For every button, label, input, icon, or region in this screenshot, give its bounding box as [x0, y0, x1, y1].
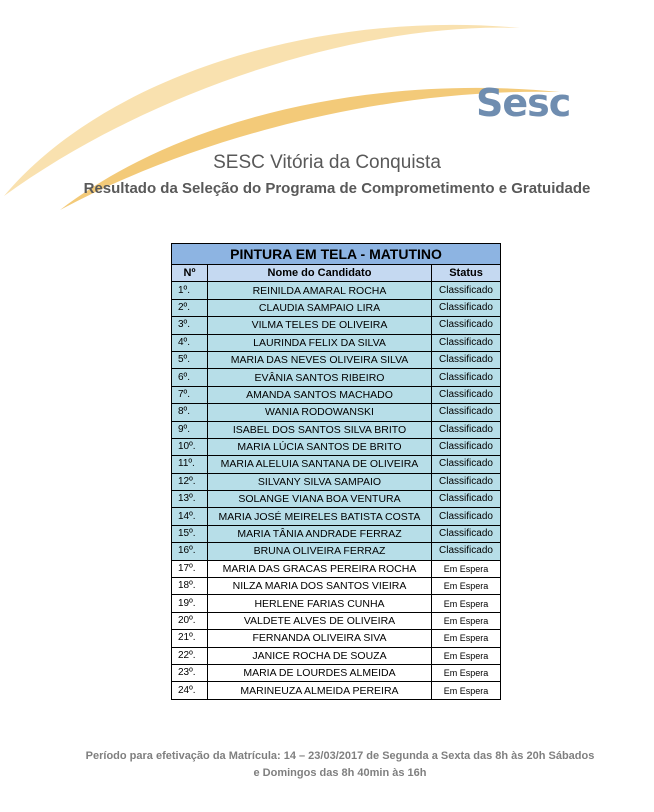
cell-candidate-name: BRUNA OLIVEIRA FERRAZ — [208, 543, 432, 560]
table-row — [172, 560, 501, 577]
cell-number: 18º. — [172, 578, 208, 595]
table-row — [172, 491, 501, 508]
cell-number: 15º. — [172, 525, 208, 542]
results-table — [171, 243, 501, 700]
cell-status: Classificado — [432, 351, 501, 368]
column-header-name: Nome do Candidato — [208, 265, 432, 282]
cell-candidate-name: REINILDA AMARAL ROCHA — [208, 282, 432, 299]
cell-number: 3º. — [172, 317, 208, 334]
page-title: SESC Vitória da Conquista — [213, 152, 441, 173]
table-row — [172, 525, 501, 542]
cell-status: Classificado — [432, 456, 501, 473]
table-row — [172, 473, 501, 490]
cell-candidate-name: MARIA LÚCIA SANTOS DE BRITO — [208, 438, 432, 455]
cell-status: Classificado — [432, 386, 501, 403]
cell-status: Em Espera — [432, 647, 501, 664]
table-row — [172, 282, 501, 299]
table-row — [172, 369, 501, 386]
table-row — [172, 578, 501, 595]
cell-number: 1º. — [172, 282, 208, 299]
table-row — [172, 404, 501, 421]
cell-number: 24º. — [172, 682, 208, 699]
cell-number: 16º. — [172, 543, 208, 560]
cell-status: Em Espera — [432, 664, 501, 681]
footer-line-2: e Domingos das 8h 40min às 16h — [253, 767, 427, 779]
table-title: PINTURA EM TELA - MATUTINO — [172, 244, 501, 265]
cell-number: 8º. — [172, 404, 208, 421]
column-header-status: Status — [432, 265, 501, 282]
cell-status: Em Espera — [432, 682, 501, 699]
cell-status: Classificado — [432, 438, 501, 455]
sesc-logo: Sesc — [476, 81, 571, 125]
cell-number: 2º. — [172, 299, 208, 316]
table-row — [172, 438, 501, 455]
cell-number: 20º. — [172, 612, 208, 629]
cell-candidate-name: HERLENE FARIAS CUNHA — [208, 595, 432, 612]
cell-number: 14º. — [172, 508, 208, 525]
cell-status: Classificado — [432, 421, 501, 438]
cell-status: Classificado — [432, 369, 501, 386]
table-row — [172, 386, 501, 403]
cell-status: Classificado — [432, 404, 501, 421]
page-subtitle: Resultado da Seleção do Programa de Comprometimento e Gratuidade — [83, 180, 591, 197]
cell-candidate-name: EVÂNIA SANTOS RIBEIRO — [208, 369, 432, 386]
cell-candidate-name: MARIA DAS GRACAS PEREIRA ROCHA — [208, 560, 432, 577]
table-row — [172, 612, 501, 629]
cell-number: 6º. — [172, 369, 208, 386]
cell-status: Classificado — [432, 473, 501, 490]
cell-number: 19º. — [172, 595, 208, 612]
cell-number: 13º. — [172, 491, 208, 508]
cell-candidate-name: WANIA RODOWANSKI — [208, 404, 432, 421]
cell-number: 22º. — [172, 647, 208, 664]
cell-candidate-name: ISABEL DOS SANTOS SILVA BRITO — [208, 421, 432, 438]
table-row — [172, 647, 501, 664]
cell-status: Em Espera — [432, 630, 501, 647]
table-row — [172, 595, 501, 612]
cell-status: Classificado — [432, 317, 501, 334]
cell-candidate-name: MARIA DE LOURDES ALMEIDA — [208, 664, 432, 681]
cell-candidate-name: MARIA ALELUIA SANTANA DE OLIVEIRA — [208, 456, 432, 473]
footer-line-1: Período para efetivação da Matrícula: 14 – 23/03/2017 de Segunda a Sexta das 8h às 20h Sábados — [85, 750, 595, 762]
cell-status: Classificado — [432, 491, 501, 508]
cell-candidate-name: MARIA DAS NEVES OLIVEIRA SILVA — [208, 351, 432, 368]
cell-status: Classificado — [432, 299, 501, 316]
cell-candidate-name: CLAUDIA SAMPAIO LIRA — [208, 299, 432, 316]
cell-number: 10º. — [172, 438, 208, 455]
table-row — [172, 543, 501, 560]
cell-number: 5º. — [172, 351, 208, 368]
table-row — [172, 334, 501, 351]
cell-number: 12º. — [172, 473, 208, 490]
table-row — [172, 630, 501, 647]
column-header-number: Nº — [172, 265, 208, 282]
cell-number: 23º. — [172, 664, 208, 681]
table-row — [172, 664, 501, 681]
cell-candidate-name: SOLANGE VIANA BOA VENTURA — [208, 491, 432, 508]
cell-candidate-name: FERNANDA OLIVEIRA SIVA — [208, 630, 432, 647]
cell-status: Em Espera — [432, 578, 501, 595]
cell-candidate-name: NILZA MARIA DOS SANTOS VIEIRA — [208, 578, 432, 595]
cell-number: 17º. — [172, 560, 208, 577]
cell-candidate-name: MARINEUZA ALMEIDA PEREIRA — [208, 682, 432, 699]
table-row — [172, 508, 501, 525]
cell-number: 4º. — [172, 334, 208, 351]
table-row — [172, 456, 501, 473]
cell-number: 7º. — [172, 386, 208, 403]
cell-candidate-name: MARIA JOSÉ MEIRELES BATISTA COSTA — [208, 508, 432, 525]
cell-status: Em Espera — [432, 595, 501, 612]
cell-candidate-name: AMANDA SANTOS MACHADO — [208, 386, 432, 403]
table-row — [172, 682, 501, 699]
table-row — [172, 299, 501, 316]
enrollment-period-note — [60, 748, 620, 782]
table-row — [172, 421, 501, 438]
cell-status: Em Espera — [432, 560, 501, 577]
cell-number: 21º. — [172, 630, 208, 647]
cell-candidate-name: VILMA TELES DE OLIVEIRA — [208, 317, 432, 334]
table-row — [172, 317, 501, 334]
cell-number: 9º. — [172, 421, 208, 438]
table-body — [172, 282, 501, 699]
cell-candidate-name: JANICE ROCHA DE SOUZA — [208, 647, 432, 664]
cell-status: Classificado — [432, 525, 501, 542]
cell-status: Classificado — [432, 334, 501, 351]
table-row — [172, 351, 501, 368]
cell-candidate-name: LAURINDA FELIX DA SILVA — [208, 334, 432, 351]
cell-status: Classificado — [432, 282, 501, 299]
cell-status: Classificado — [432, 508, 501, 525]
cell-candidate-name: MARIA TÂNIA ANDRADE FERRAZ — [208, 525, 432, 542]
cell-candidate-name: VALDETE ALVES DE OLIVEIRA — [208, 612, 432, 629]
cell-status: Em Espera — [432, 612, 501, 629]
cell-candidate-name: SILVANY SILVA SAMPAIO — [208, 473, 432, 490]
cell-status: Classificado — [432, 543, 501, 560]
cell-number: 11º. — [172, 456, 208, 473]
